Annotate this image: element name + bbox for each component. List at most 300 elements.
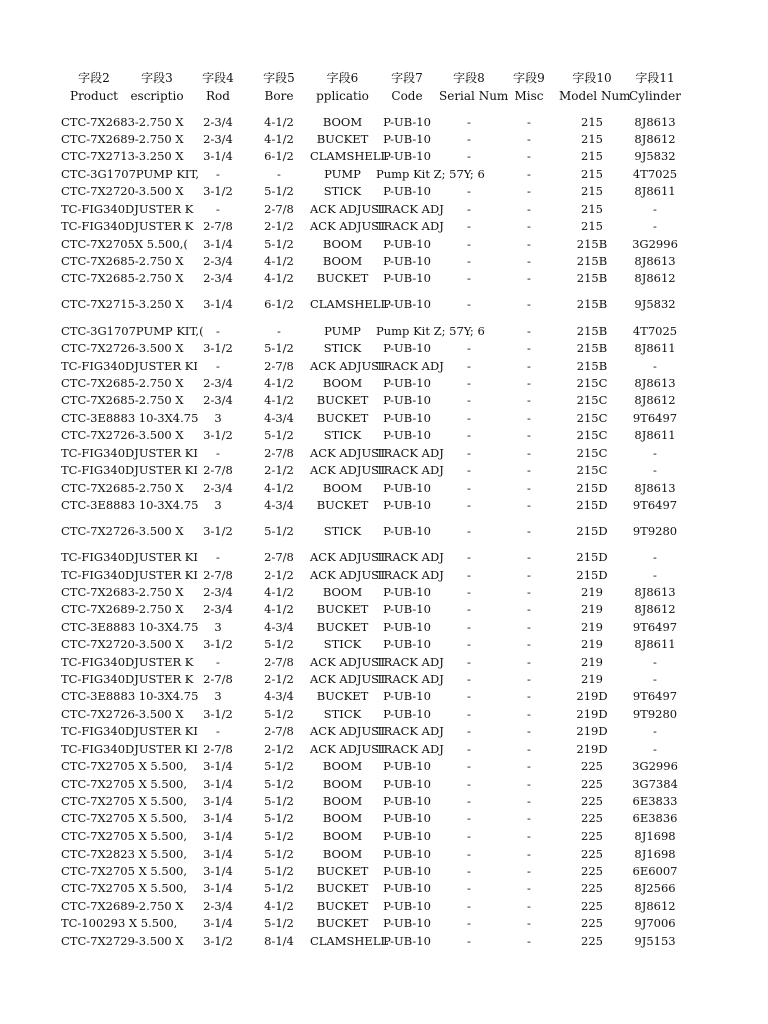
cell-application: ACK ADJUST (310, 655, 387, 669)
cell-cylinder: 8J8611 (634, 341, 676, 355)
cell-product: TC-FIG340DJUSTER K (61, 672, 194, 686)
cell-code: P-UB-10 (383, 899, 431, 913)
cell-product: CTC-7X2689-2.750 X (61, 602, 184, 616)
cell-product: TC-FIG340DJUSTER KI (61, 359, 198, 373)
column-title-misc: Misc (514, 89, 544, 103)
cell-cylinder: 8J8612 (634, 271, 676, 285)
cell-product: TC-FIG340DJUSTER KI (61, 463, 198, 477)
table-row (0, 410, 768, 427)
cell-product: TC-FIG340DJUSTER K (61, 655, 194, 669)
cell-code: P-UB-10 (383, 934, 431, 948)
cell-bore: 2-1/2 (264, 742, 294, 756)
cell-application: BOOM (322, 481, 363, 495)
cell-serial-num: - (467, 132, 471, 146)
cell-cylinder: 9J5832 (634, 297, 676, 311)
cell-product: CTC-7X2705 X 5.500, (61, 794, 188, 808)
cell-cylinder: 8J8613 (634, 115, 676, 129)
header-row-field-names (0, 70, 768, 87)
cell-serial-num (439, 166, 499, 183)
cell-product: CTC-7X2685-2.750 X (61, 393, 184, 407)
cell-model-num: 225 (581, 881, 603, 895)
cell-bore: 5-1/2 (264, 881, 294, 895)
cell-rod: 2-3/4 (203, 115, 233, 129)
cell-bore: 2-1/2 (264, 568, 294, 582)
cell-serial-num: - (467, 463, 471, 477)
cell-application: BOOM (322, 254, 363, 268)
cell-misc: - (527, 829, 531, 843)
cell-application: BOOM (322, 829, 363, 843)
column-title-rod: Rod (206, 89, 230, 103)
cell-cylinder: 8J1698 (634, 847, 676, 861)
cell-model-num: 215C (576, 411, 608, 425)
cell-serial-num: - (467, 237, 471, 251)
cell-rod: 3-1/2 (203, 707, 233, 721)
field-header-11: 字段11 (635, 71, 675, 85)
cell-rod: 3-1/4 (203, 811, 233, 825)
cell-application: CLAMSHELL (310, 149, 389, 163)
cell-code: Pump Kit Z; 57Y; 6 (376, 324, 485, 338)
table-row (0, 358, 768, 375)
column-title-product: Product (70, 89, 118, 103)
cell-model-num: 215B (576, 237, 608, 251)
cell-cylinder: 8J8613 (634, 376, 676, 390)
table-row (0, 654, 768, 671)
cell-cylinder: 9T9280 (632, 524, 678, 538)
table-row (0, 445, 768, 462)
cell-misc: - (527, 847, 531, 861)
cell-cylinder: - (653, 463, 657, 477)
cell-cylinder: 8J8613 (634, 254, 676, 268)
cell-bore: 5-1/2 (264, 637, 294, 651)
cell-bore: 5-1/2 (264, 341, 294, 355)
cell-product: CTC-7X2713-3.250 X (61, 149, 184, 163)
cell-code: TRACK ADJ (376, 202, 444, 216)
cell-product: CTC-7X2689-2.750 X (61, 899, 184, 913)
cell-application: STICK (323, 341, 362, 355)
cell-code: P-UB-10 (383, 794, 431, 808)
header-row-column-titles (0, 88, 768, 105)
cell-model-num: 215C (576, 463, 608, 477)
cell-model-num: 215B (576, 324, 608, 338)
cell-model-num: 215D (576, 524, 608, 538)
cell-bore: 4-1/2 (264, 271, 294, 285)
table-row (0, 270, 768, 287)
cell-cylinder: 8J8613 (634, 585, 676, 599)
cell-cylinder: - (653, 672, 657, 686)
cell-cylinder: 9T6497 (632, 498, 678, 512)
cell-serial-num: - (467, 742, 471, 756)
cell-cylinder: 8J8612 (634, 393, 676, 407)
cell-rod: 3-1/2 (203, 428, 233, 442)
cell-rod: 3 (214, 689, 222, 703)
cell-rod: 2-7/8 (203, 463, 233, 477)
cell-code: TRACK ADJ (376, 463, 444, 477)
cell-model-num: 215B (576, 271, 608, 285)
table-row (0, 236, 768, 253)
cell-model-num: 215 (581, 132, 603, 146)
cell-code: P-UB-10 (383, 777, 431, 791)
cell-misc: - (527, 428, 531, 442)
cell-product: CTC-3E8883 10-3X4.75 (61, 689, 199, 703)
cell-code: TRACK ADJ (376, 655, 444, 669)
cell-rod: 3-1/2 (203, 934, 233, 948)
table-row (0, 723, 768, 740)
cell-serial-num: - (467, 637, 471, 651)
cell-cylinder: 8J8611 (634, 428, 676, 442)
cell-application: BUCKET (316, 498, 369, 512)
column-title-model-num: Model Num (559, 89, 631, 103)
cell-bore: 2-7/8 (264, 655, 294, 669)
cell-misc: - (527, 672, 531, 686)
cell-code: TRACK ADJ (376, 742, 444, 756)
table-row (0, 392, 768, 409)
table-row (0, 201, 768, 218)
cell-product: CTC-3E8883 10-3X4.75 (61, 620, 199, 634)
cell-cylinder: 8J2566 (634, 881, 676, 895)
cell-bore: 2-7/8 (264, 446, 294, 460)
cell-misc: - (527, 376, 531, 390)
cell-code: P-UB-10 (383, 689, 431, 703)
cell-model-num: 225 (581, 934, 603, 948)
cell-model-num: 215 (581, 149, 603, 163)
cell-bore: 5-1/2 (264, 847, 294, 861)
cell-cylinder: 9J7006 (634, 916, 676, 930)
cell-serial-num: - (467, 881, 471, 895)
cell-product: TC-FIG340DJUSTER KI (61, 742, 198, 756)
cell-code: P-UB-10 (383, 237, 431, 251)
cell-rod: 2-3/4 (203, 271, 233, 285)
table-row (0, 933, 768, 950)
cell-serial-num: - (467, 672, 471, 686)
cell-misc: - (527, 219, 531, 233)
cell-model-num: 215 (581, 184, 603, 198)
cell-product: CTC-7X2720-3.500 X (61, 184, 184, 198)
cell-rod: 2-3/4 (203, 585, 233, 599)
cell-cylinder: 3G2996 (632, 759, 678, 773)
cell-code: P-UB-10 (383, 864, 431, 878)
column-title-code: Code (391, 89, 423, 103)
table-row (0, 567, 768, 584)
cell-serial-num: - (467, 847, 471, 861)
cell-code: P-UB-10 (383, 481, 431, 495)
table-row (0, 619, 768, 636)
field-header-10: 字段10 (572, 71, 612, 85)
cell-application: BUCKET (316, 602, 369, 616)
cell-rod: 3-1/4 (203, 149, 233, 163)
cell-cylinder: - (653, 568, 657, 582)
cell-product: CTC-7X2705 X 5.500, (61, 811, 188, 825)
cell-model-num: 215D (576, 550, 608, 564)
cell-product: CTC-7X2715-3.250 X (61, 297, 184, 311)
cell-code: P-UB-10 (383, 254, 431, 268)
cell-misc: - (527, 864, 531, 878)
cell-model-num: 225 (581, 899, 603, 913)
cell-code: TRACK ADJ (376, 359, 444, 373)
cell-model-num: 219 (581, 620, 603, 634)
cell-cylinder: 3G7384 (632, 777, 678, 791)
table-row (0, 671, 768, 688)
cell-cylinder: - (653, 446, 657, 460)
cell-model-num: 219D (576, 707, 608, 721)
cell-code: P-UB-10 (383, 115, 431, 129)
cell-rod: 3 (214, 620, 222, 634)
cell-application: ACK ADJUST (310, 359, 387, 373)
cell-code: P-UB-10 (383, 620, 431, 634)
cell-application: STICK (323, 524, 362, 538)
cell-misc: - (527, 524, 531, 538)
table-row (0, 636, 768, 653)
cell-code: P-UB-10 (383, 132, 431, 146)
cell-misc: - (527, 934, 531, 948)
cell-rod: 3-1/4 (203, 829, 233, 843)
cell-code: P-UB-10 (383, 759, 431, 773)
field-header-9: 字段9 (513, 71, 545, 85)
cell-application: STICK (323, 637, 362, 651)
cell-application: BUCKET (316, 864, 369, 878)
cell-rod: - (216, 324, 220, 338)
cell-bore: 5-1/2 (264, 777, 294, 791)
cell-code: P-UB-10 (383, 585, 431, 599)
cell-bore: 5-1/2 (264, 811, 294, 825)
cell-misc: - (527, 184, 531, 198)
cell-product: TC-FIG340DJUSTER KI (61, 446, 198, 460)
cell-product: TC-FIG340DJUSTER KI (61, 568, 198, 582)
cell-rod: 3-1/4 (203, 794, 233, 808)
cell-cylinder: 9T9280 (632, 707, 678, 721)
table-row (0, 880, 768, 897)
cell-serial-num: - (467, 498, 471, 512)
cell-code: Pump Kit Z; 57Y; 6 (376, 167, 485, 181)
cell-serial-num: - (467, 864, 471, 878)
cell-product: CTC-7X2705 X 5.500, (61, 829, 188, 843)
cell-bore: 2-1/2 (264, 463, 294, 477)
cell-bore: 2-1/2 (264, 672, 294, 686)
cell-bore: 5-1/2 (264, 428, 294, 442)
table-row (0, 523, 768, 540)
cell-misc: - (527, 202, 531, 216)
cell-rod: 2-3/4 (203, 602, 233, 616)
cell-bore: 4-3/4 (264, 689, 294, 703)
cell-product: CTC-3G1707PUMP KIT,( (61, 324, 204, 338)
field-header-6: 字段6 (326, 71, 359, 85)
cell-model-num: 225 (581, 777, 603, 791)
cell-code: P-UB-10 (383, 271, 431, 285)
cell-model-num: 215 (581, 115, 603, 129)
cell-serial-num: - (467, 916, 471, 930)
cell-misc: - (527, 254, 531, 268)
table-row (0, 148, 768, 165)
cell-serial-num: - (467, 524, 471, 538)
cell-serial-num: - (467, 376, 471, 390)
cell-rod: 2-3/4 (203, 899, 233, 913)
table-row (0, 480, 768, 497)
cell-misc: - (527, 742, 531, 756)
cell-cylinder: 8J8611 (634, 184, 676, 198)
cell-rod: 2-3/4 (203, 393, 233, 407)
cell-code: P-UB-10 (383, 811, 431, 825)
table-row (0, 218, 768, 235)
field-header-2: 字段2 (78, 71, 110, 85)
column-title-cylinder: Cylinder (629, 89, 681, 103)
cell-bore: 4-3/4 (264, 498, 294, 512)
cell-code: TRACK ADJ (376, 672, 444, 686)
field-header-3: 字段3 (141, 71, 173, 85)
cell-misc: - (527, 777, 531, 791)
cell-model-num: 215B (576, 254, 608, 268)
cell-rod: 3-1/2 (203, 524, 233, 538)
cell-bore: 5-1/2 (264, 916, 294, 930)
cell-application: CLAMSHELL (310, 297, 389, 311)
cell-model-num: 215D (576, 498, 608, 512)
table-row (0, 810, 768, 827)
cell-misc: - (527, 411, 531, 425)
table-row (0, 253, 768, 270)
cell-model-num: 219 (581, 672, 603, 686)
cell-serial-num: - (467, 271, 471, 285)
cell-cylinder: 6E3833 (632, 794, 678, 808)
cell-serial-num: - (467, 934, 471, 948)
cell-serial-num: - (467, 620, 471, 634)
table-row (0, 375, 768, 392)
table-row (0, 776, 768, 793)
cell-cylinder: 9T6497 (632, 411, 678, 425)
cell-cylinder: 9J5832 (634, 149, 676, 163)
cell-cylinder: 6E3836 (632, 811, 678, 825)
cell-application: ACK ADJUST (310, 568, 387, 582)
table-row (0, 584, 768, 601)
cell-misc: - (527, 881, 531, 895)
cell-application: ACK ADJUST (310, 742, 387, 756)
cell-misc: - (527, 655, 531, 669)
cell-product: CTC-3G1707PUMP KIT, (61, 167, 200, 181)
cell-bore: 6-1/2 (264, 297, 294, 311)
cell-model-num: 215 (581, 202, 603, 216)
cell-serial-num: - (467, 393, 471, 407)
cell-cylinder: 8J1698 (634, 829, 676, 843)
cell-misc: - (527, 707, 531, 721)
cell-rod: 2-3/4 (203, 254, 233, 268)
cell-cylinder: - (653, 202, 657, 216)
cell-code: P-UB-10 (383, 297, 431, 311)
cell-product: CTC-7X2683-2.750 X (61, 585, 184, 599)
cell-rod: 2-3/4 (203, 376, 233, 390)
cell-serial-num: - (467, 829, 471, 843)
cell-rod: 2-7/8 (203, 672, 233, 686)
cell-misc: - (527, 568, 531, 582)
cell-bore: - (277, 167, 281, 181)
cell-serial-num: - (467, 202, 471, 216)
table-row (0, 114, 768, 131)
cell-application: BOOM (322, 115, 363, 129)
cell-cylinder: - (653, 359, 657, 373)
cell-misc: - (527, 794, 531, 808)
cell-rod: - (216, 550, 220, 564)
cell-serial-num: - (467, 254, 471, 268)
cell-serial-num: - (467, 689, 471, 703)
cell-serial-num: - (467, 602, 471, 616)
table-row (0, 340, 768, 357)
cell-serial-num (439, 323, 499, 340)
cell-code: TRACK ADJ (376, 219, 444, 233)
cell-bore: 5-1/2 (264, 184, 294, 198)
cell-application: ACK ADJUST (310, 446, 387, 460)
cell-application: BOOM (322, 376, 363, 390)
cell-misc: - (527, 359, 531, 373)
cell-cylinder: - (653, 219, 657, 233)
cell-model-num: 219 (581, 655, 603, 669)
cell-code: P-UB-10 (383, 498, 431, 512)
cell-model-num: 219 (581, 637, 603, 651)
cell-product: CTC-7X2726-3.500 X (61, 341, 184, 355)
cell-bore: 6-1/2 (264, 149, 294, 163)
cell-product: TC-100293 X 5.500, (61, 916, 178, 930)
cell-bore: 5-1/2 (264, 829, 294, 843)
cell-bore: 5-1/2 (264, 759, 294, 773)
cell-product: CTC-7X2685-2.750 X (61, 376, 184, 390)
cell-application: BUCKET (316, 132, 369, 146)
cell-bore: 5-1/2 (264, 237, 294, 251)
cell-rod: 3-1/4 (203, 847, 233, 861)
cell-product: CTC-7X2726-3.500 X (61, 428, 184, 442)
cell-serial-num: - (467, 811, 471, 825)
cell-product: CTC-7X2683-2.750 X (61, 115, 184, 129)
cell-serial-num: - (467, 428, 471, 442)
cell-application: BUCKET (316, 916, 369, 930)
cell-code: P-UB-10 (383, 341, 431, 355)
cell-misc: - (527, 916, 531, 930)
cell-misc: - (527, 724, 531, 738)
cell-application: PUMP (324, 324, 361, 338)
cell-misc: - (527, 446, 531, 460)
cell-application: BOOM (322, 777, 363, 791)
cell-code: P-UB-10 (383, 881, 431, 895)
cell-product: CTC-7X2726-3.500 X (61, 707, 184, 721)
cell-misc: - (527, 393, 531, 407)
cell-application: BUCKET (316, 393, 369, 407)
cell-misc: - (527, 602, 531, 616)
cell-application: STICK (323, 184, 362, 198)
cell-cylinder: 9T6497 (632, 620, 678, 634)
cell-application: ACK ADJUST (310, 550, 387, 564)
cell-application: BOOM (322, 794, 363, 808)
cell-rod: 3-1/4 (203, 777, 233, 791)
table-row (0, 462, 768, 479)
cell-serial-num: - (467, 794, 471, 808)
cell-product: CTC-7X2729-3.500 X (61, 934, 184, 948)
cell-bore: 4-1/2 (264, 899, 294, 913)
table-row (0, 427, 768, 444)
cell-misc: - (527, 149, 531, 163)
table-row (0, 863, 768, 880)
cell-serial-num: - (467, 655, 471, 669)
cell-code: P-UB-10 (383, 707, 431, 721)
cell-cylinder: 8J8612 (634, 602, 676, 616)
cell-model-num: 215B (576, 359, 608, 373)
cell-model-num: 219 (581, 585, 603, 599)
cell-serial-num: - (467, 777, 471, 791)
cell-application: STICK (323, 707, 362, 721)
cell-application: ACK ADJUST (310, 202, 387, 216)
cell-misc: - (527, 899, 531, 913)
field-header-8: 字段8 (453, 71, 485, 85)
cell-bore: 4-1/2 (264, 254, 294, 268)
cell-bore: 5-1/2 (264, 864, 294, 878)
cell-model-num: 215C (576, 393, 608, 407)
cell-bore: 5-1/2 (264, 524, 294, 538)
cell-model-num: 215 (581, 219, 603, 233)
cell-misc: - (527, 498, 531, 512)
cell-application: ACK ADJUST (310, 672, 387, 686)
